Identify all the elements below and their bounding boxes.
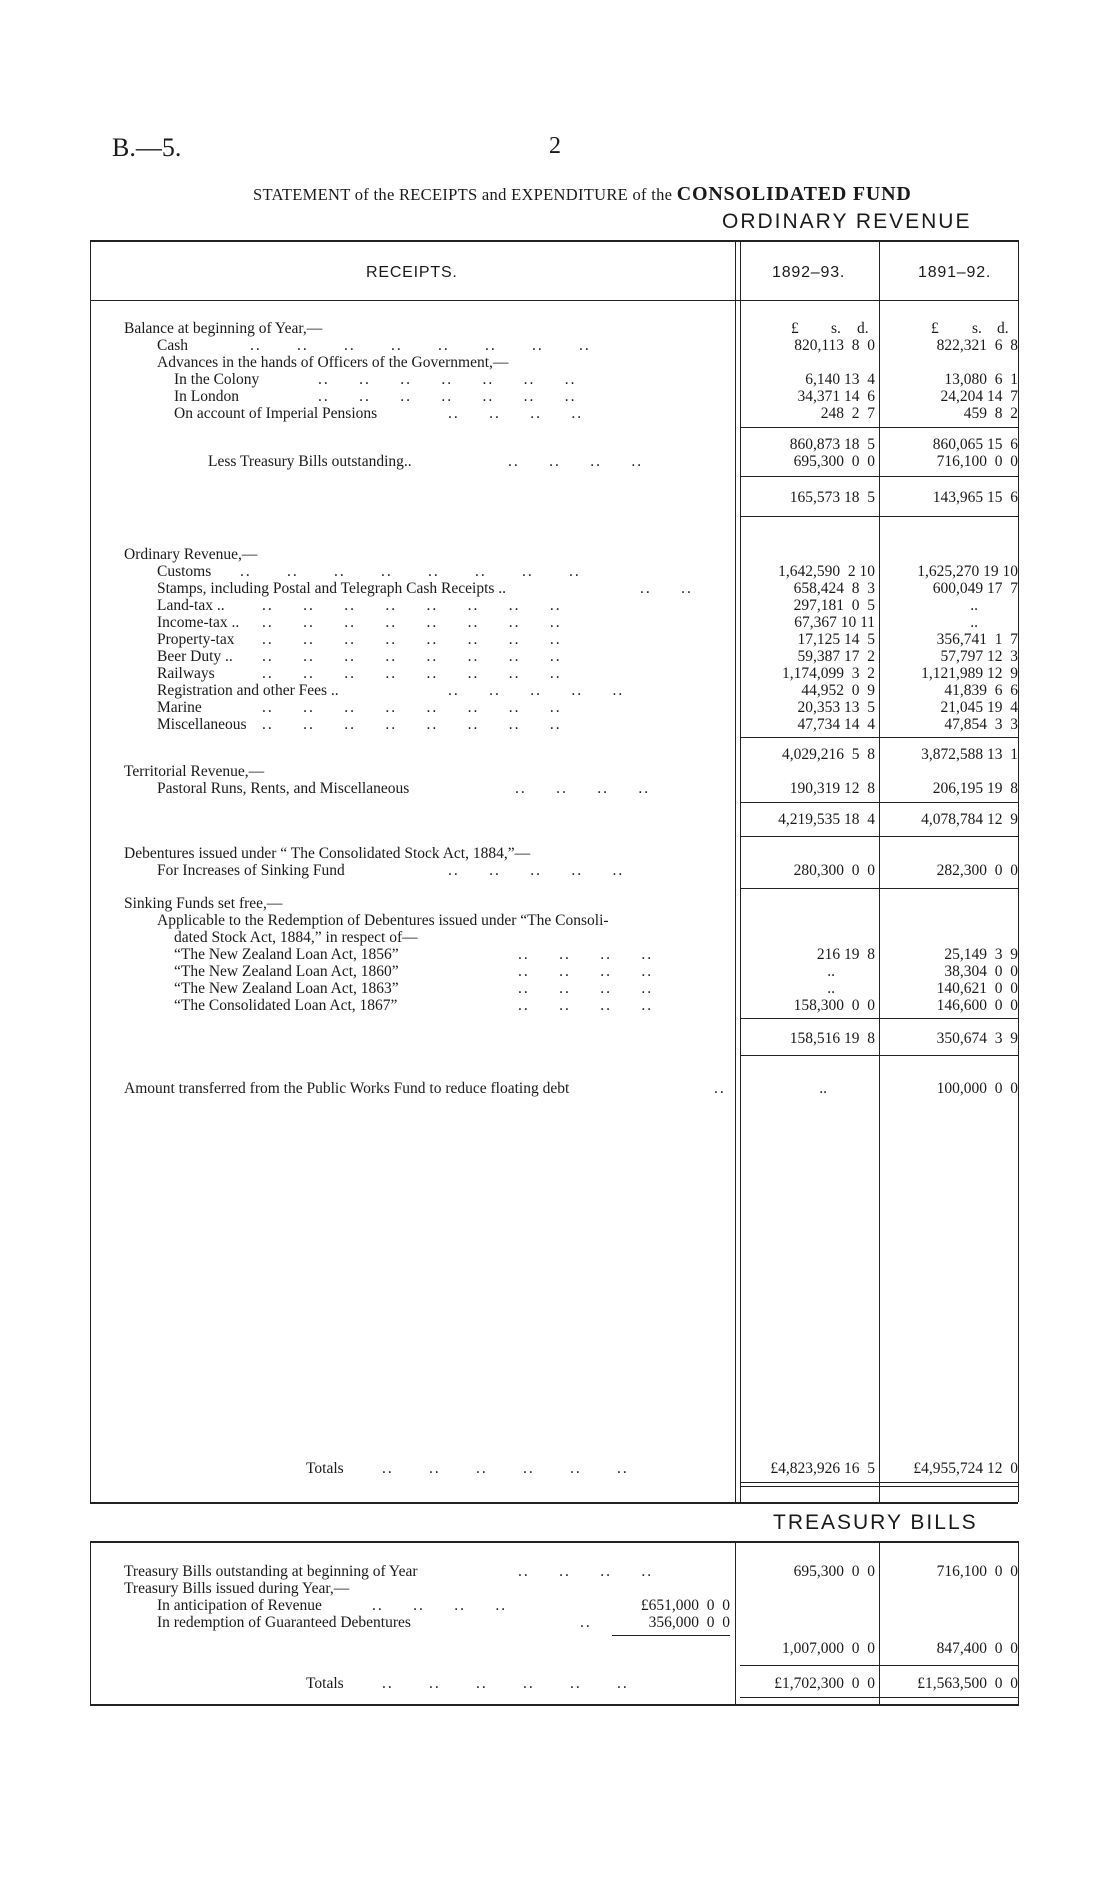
- revenue-item-registration: Registration and other Fees ..: [157, 682, 339, 699]
- subtotal-rule: [740, 1018, 879, 1019]
- subtotal-rule: [740, 836, 879, 837]
- subtotal-rule: [740, 427, 879, 428]
- revenue-item-beer-duty: Beer Duty ..: [157, 648, 233, 665]
- table-right-rule: [1018, 240, 1019, 1502]
- balance-heading: Balance at beginning of Year,—: [124, 320, 323, 337]
- property-tax-1891: 356,741 1 7: [936, 631, 1018, 648]
- sinking-funds-line1: Applicable to the Redemption of Debentures issued under “The Consoli-: [157, 912, 609, 929]
- treasury-bills-heading: TREASURY BILLS: [773, 1511, 978, 1534]
- leader-dots: ..: [714, 1080, 726, 1097]
- subtotal-rule: [880, 427, 1018, 428]
- london-1891: 24,204 14 7: [940, 388, 1018, 405]
- subtotal-rule: [740, 1055, 879, 1056]
- pensions-label: On account of Imperial Pensions: [174, 405, 378, 422]
- leader-dots: .. .. .. .. .. .. .. ..: [262, 614, 562, 631]
- sinking-fund-increase-label: For Increases of Sinking Fund: [157, 862, 345, 879]
- subtotal-rule: [880, 836, 1018, 837]
- treasury-issued-label: Treasury Bills issued during Year,—: [124, 1580, 350, 1597]
- ordinary-sum-1891: 3,872,588 13 1: [921, 746, 1018, 763]
- miscellaneous-1891: 47,854 3 3: [944, 716, 1018, 733]
- totals-label: Totals: [306, 1460, 344, 1477]
- receipts-column-header: RECEIPTS.: [366, 264, 458, 281]
- act-1856-1892: 216 19 8: [816, 946, 875, 963]
- col-divider-rule: [879, 240, 880, 1502]
- net-balance-1892: 165,573 18 5: [789, 489, 875, 506]
- leader-dots: .. .. .. .. .. ..: [382, 1460, 629, 1477]
- income-tax-1892: 67,367 10 11: [794, 614, 875, 631]
- leader-dots: .. .. .. .. .. .. .. ..: [262, 597, 562, 614]
- total-1891: £4,955,724 12 0: [913, 1460, 1018, 1477]
- pound-label-1: £: [791, 320, 799, 337]
- sinking-funds-heading: Sinking Funds set free,—: [124, 895, 283, 912]
- cash-label: Cash: [157, 337, 188, 354]
- revenue-item-railways: Railways: [157, 665, 215, 682]
- less-treasury-1892: 695,300 0 0: [793, 453, 875, 470]
- land-tax-1892: 297,181 0 5: [793, 597, 875, 614]
- debentures-heading: Debentures issued under “ The Consolidated Stock Act, 1884,”—: [124, 845, 531, 862]
- leader-dots: .. .. .. .. .. ..: [382, 1675, 629, 1692]
- revenue-item-stamps: Stamps, including Postal and Telegraph Cash Receipts ..: [157, 580, 507, 597]
- public-works-transfer-label: Amount transferred from the Public Works Fund to reduce floating debt: [124, 1080, 570, 1097]
- leader-dots: ..: [580, 1614, 592, 1631]
- leader-dots: .. .. .. .. .. .. .. ..: [262, 631, 562, 648]
- stamps-1891: 600,049 17 7: [932, 580, 1018, 597]
- treasury-issued-1891: 847,400 0 0: [936, 1640, 1018, 1657]
- property-tax-1892: 17,125 14 5: [797, 631, 875, 648]
- total-rule: [740, 1697, 879, 1698]
- ordinary-sum-1892: 4,029,216 5 8: [782, 746, 875, 763]
- leader-dots: .. .. .. ..: [518, 997, 654, 1014]
- redemption-amount: 356,000 0 0: [648, 1614, 730, 1631]
- act-1856-label: “The New Zealand Loan Act, 1856”: [174, 946, 399, 963]
- pensions-1891: 459 8 2: [963, 405, 1018, 422]
- leader-dots: .. .. .. .. .. .. .. ..: [250, 337, 591, 354]
- sinking-sum-1892: 158,516 19 8: [789, 1030, 875, 1047]
- transfer-1892: ..: [819, 1080, 827, 1097]
- marine-1891: 21,045 19 4: [940, 699, 1018, 716]
- cash-1892: 820,113 8 0: [794, 337, 875, 354]
- cash-1891: 822,321 6 8: [936, 337, 1018, 354]
- debentures-1892: 280,300 0 0: [793, 862, 875, 879]
- act-1863-label: “The New Zealand Loan Act, 1863”: [174, 980, 399, 997]
- balance-sum-1892: 860,873 18 5: [789, 436, 875, 453]
- leader-dots: .. .. .. .. .. .. .. ..: [262, 716, 562, 733]
- subtotal-rule: [880, 737, 1018, 738]
- less-treasury-1891: 716,100 0 0: [936, 453, 1018, 470]
- act-1856-1891: 25,149 3 9: [944, 946, 1018, 963]
- total-rule: [740, 1482, 879, 1483]
- page-number: 2: [549, 133, 561, 159]
- revenue-item-customs: Customs: [157, 563, 212, 580]
- revenue-subtotal-1892: 4,219,535 18 4: [778, 811, 875, 828]
- revenue-item-income-tax: Income-tax ..: [157, 614, 240, 631]
- subtotal-rule: [740, 516, 879, 517]
- pence-label-2: d.: [997, 320, 1009, 337]
- leader-dots: .. .. .. .. .. .. .. ..: [240, 563, 581, 580]
- income-tax-1891: ..: [970, 614, 978, 631]
- subtotal-rule: [740, 737, 879, 738]
- railways-1891: 1,121,989 12 9: [921, 665, 1018, 682]
- act-1860-1892: ..: [827, 963, 835, 980]
- treasury-outstanding-label: Treasury Bills outstanding at beginning of Year: [124, 1563, 418, 1580]
- pastoral-1891: 206,195 19 8: [932, 780, 1018, 797]
- act-1863-1891: 140,621 0 0: [936, 980, 1018, 997]
- act-1863-1892: ..: [827, 980, 835, 997]
- leader-dots: .. .. .. .. .. .. .. ..: [262, 665, 562, 682]
- subtotal-rule: [880, 888, 1018, 889]
- year-1891-header: 1891–92.: [918, 264, 992, 281]
- anticipation-label: In anticipation of Revenue: [157, 1597, 322, 1614]
- subtotal-rule: [880, 516, 1018, 517]
- subtotal-rule: [880, 802, 1018, 803]
- miscellaneous-1892: 47,734 14 4: [797, 716, 875, 733]
- sinking-sum-1891: 350,674 3 9: [936, 1030, 1018, 1047]
- net-balance-1891: 143,965 15 6: [932, 489, 1018, 506]
- section-subtitle: ORDINARY REVENUE: [722, 210, 972, 233]
- subtotal-rule: [880, 1055, 1018, 1056]
- land-tax-1891: ..: [970, 597, 978, 614]
- debentures-1891: 282,300 0 0: [936, 862, 1018, 879]
- anticipation-amount: £651,000 0 0: [640, 1597, 730, 1614]
- subtotal-rule: [740, 888, 879, 889]
- leader-dots: .. .. .. ..: [515, 780, 651, 797]
- table-left-rule: [90, 240, 91, 1502]
- leader-dots: .. .. .. ..: [518, 980, 654, 997]
- customs-1891: 1,625,270 19 10: [917, 563, 1018, 580]
- redemption-label: In redemption of Guaranteed Debentures: [157, 1614, 411, 1631]
- registration-1892: 44,952 0 9: [801, 682, 875, 699]
- leader-dots: .. .. .. ..: [518, 1563, 654, 1580]
- title-fund: CONSOLIDATED FUND: [676, 183, 912, 205]
- shilling-label-2: s.: [972, 320, 982, 337]
- subtotal-rule: [740, 476, 879, 477]
- leader-dots: .. .. .. ..: [518, 963, 654, 980]
- balance-sum-1891: 860,065 15 6: [932, 436, 1018, 453]
- treasury-total-1891: £1,563,500 0 0: [917, 1675, 1018, 1692]
- advances-label: Advances in the hands of Officers of the Government,—: [157, 354, 509, 371]
- colony-label: In the Colony: [174, 371, 260, 388]
- less-treasury-label: Less Treasury Bills outstanding..: [208, 453, 412, 470]
- pensions-1892: 248 2 7: [820, 405, 875, 422]
- total-rule: [880, 1486, 1018, 1487]
- subtotal-rule: [880, 1018, 1018, 1019]
- colony-1891: 13,080 6 1: [944, 371, 1018, 388]
- treasury-issued-1892: 1,007,000 0 0: [782, 1640, 875, 1657]
- leader-dots: .. .. .. .. .. .. ..: [318, 388, 577, 405]
- territorial-heading: Territorial Revenue,—: [124, 763, 265, 780]
- year-1892-header: 1892–93.: [772, 264, 846, 281]
- leader-dots: .. .. .. .. ..: [448, 682, 625, 699]
- sinking-funds-line2: dated Stock Act, 1884,” in respect of—: [174, 929, 418, 946]
- title-prefix: STATEMENT of the RECEIPTS and EXPENDITURE of the: [253, 185, 673, 204]
- col1-left-rule: [735, 240, 736, 1502]
- pound-label-2: £: [931, 320, 939, 337]
- pence-label-1: d.: [857, 320, 869, 337]
- leader-dots: .. .. .. .. ..: [448, 862, 625, 879]
- pastoral-1892: 190,319 12 8: [789, 780, 875, 797]
- colony-1892: 6,140 13 4: [805, 371, 875, 388]
- treasury-bottom-rule: [90, 1704, 1018, 1706]
- leader-dots: .. .. .. ..: [372, 1597, 508, 1614]
- table-bottom-rule: [90, 1502, 1018, 1504]
- stamps-1892: 658,424 8 3: [793, 580, 875, 597]
- leader-dots: .. .. .. ..: [518, 946, 654, 963]
- ordinary-revenue-heading: Ordinary Revenue,—: [124, 546, 258, 563]
- total-rule: [880, 1697, 1018, 1698]
- railways-1892: 1,174,099 3 2: [782, 665, 875, 682]
- total-rule: [740, 1486, 879, 1487]
- treasury-right-rule: [1018, 1541, 1019, 1706]
- leader-dots: .. ..: [640, 580, 693, 597]
- revenue-subtotal-1891: 4,078,784 12 9: [921, 811, 1018, 828]
- total-rule: [880, 1482, 1018, 1483]
- treasury-col2-rule: [879, 1541, 880, 1706]
- customs-1892: 1,642,590 2 10: [778, 563, 875, 580]
- london-1892: 34,371 14 6: [797, 388, 875, 405]
- transfer-1891: 100,000 0 0: [936, 1080, 1018, 1097]
- leader-dots: .. .. .. ..: [508, 453, 644, 470]
- act-1867-label: “The Consolidated Loan Act, 1867”: [174, 997, 398, 1014]
- act-1860-1891: 38,304 0 0: [944, 963, 1018, 980]
- leader-dots: .. .. .. .. .. .. .. ..: [262, 699, 562, 716]
- treasury-total-1892: £1,702,300 0 0: [774, 1675, 875, 1692]
- document-code: B.—5.: [112, 133, 182, 162]
- total-1892: £4,823,926 16 5: [770, 1460, 875, 1477]
- revenue-item-marine: Marine: [157, 699, 202, 716]
- london-label: In London: [174, 388, 240, 405]
- registration-1891: 41,839 6 6: [944, 682, 1018, 699]
- treasury-totals-label: Totals: [306, 1675, 344, 1692]
- leader-dots: .. .. .. ..: [448, 405, 584, 422]
- subtotal-rule: [612, 1635, 730, 1636]
- act-1867-1892: 158,300 0 0: [793, 997, 875, 1014]
- act-1867-1891: 146,600 0 0: [936, 997, 1018, 1014]
- leader-dots: .. .. .. .. .. .. ..: [318, 371, 577, 388]
- subtotal-rule: [880, 476, 1018, 477]
- subtotal-rule: [880, 1665, 1018, 1666]
- treasury-left-rule: [90, 1541, 91, 1706]
- treasury-outstanding-1891: 716,100 0 0: [936, 1563, 1018, 1580]
- shilling-label-1: s.: [831, 320, 841, 337]
- subtotal-rule: [740, 1665, 879, 1666]
- act-1860-label: “The New Zealand Loan Act, 1860”: [174, 963, 399, 980]
- treasury-outstanding-1892: 695,300 0 0: [793, 1563, 875, 1580]
- beer-duty-1891: 57,797 12 3: [940, 648, 1018, 665]
- treasury-col1-rule: [735, 1541, 736, 1706]
- subtotal-rule: [740, 802, 879, 803]
- pastoral-label: Pastoral Runs, Rents, and Miscellaneous: [157, 780, 410, 797]
- statement-title: [253, 183, 912, 206]
- revenue-item-property-tax: Property-tax: [157, 631, 235, 648]
- beer-duty-1892: 59,387 17 2: [797, 648, 875, 665]
- marine-1892: 20,353 13 5: [797, 699, 875, 716]
- revenue-item-miscellaneous: Miscellaneous: [157, 716, 247, 733]
- revenue-item-land-tax: Land-tax ..: [157, 597, 225, 614]
- leader-dots: .. .. .. .. .. .. .. ..: [262, 648, 562, 665]
